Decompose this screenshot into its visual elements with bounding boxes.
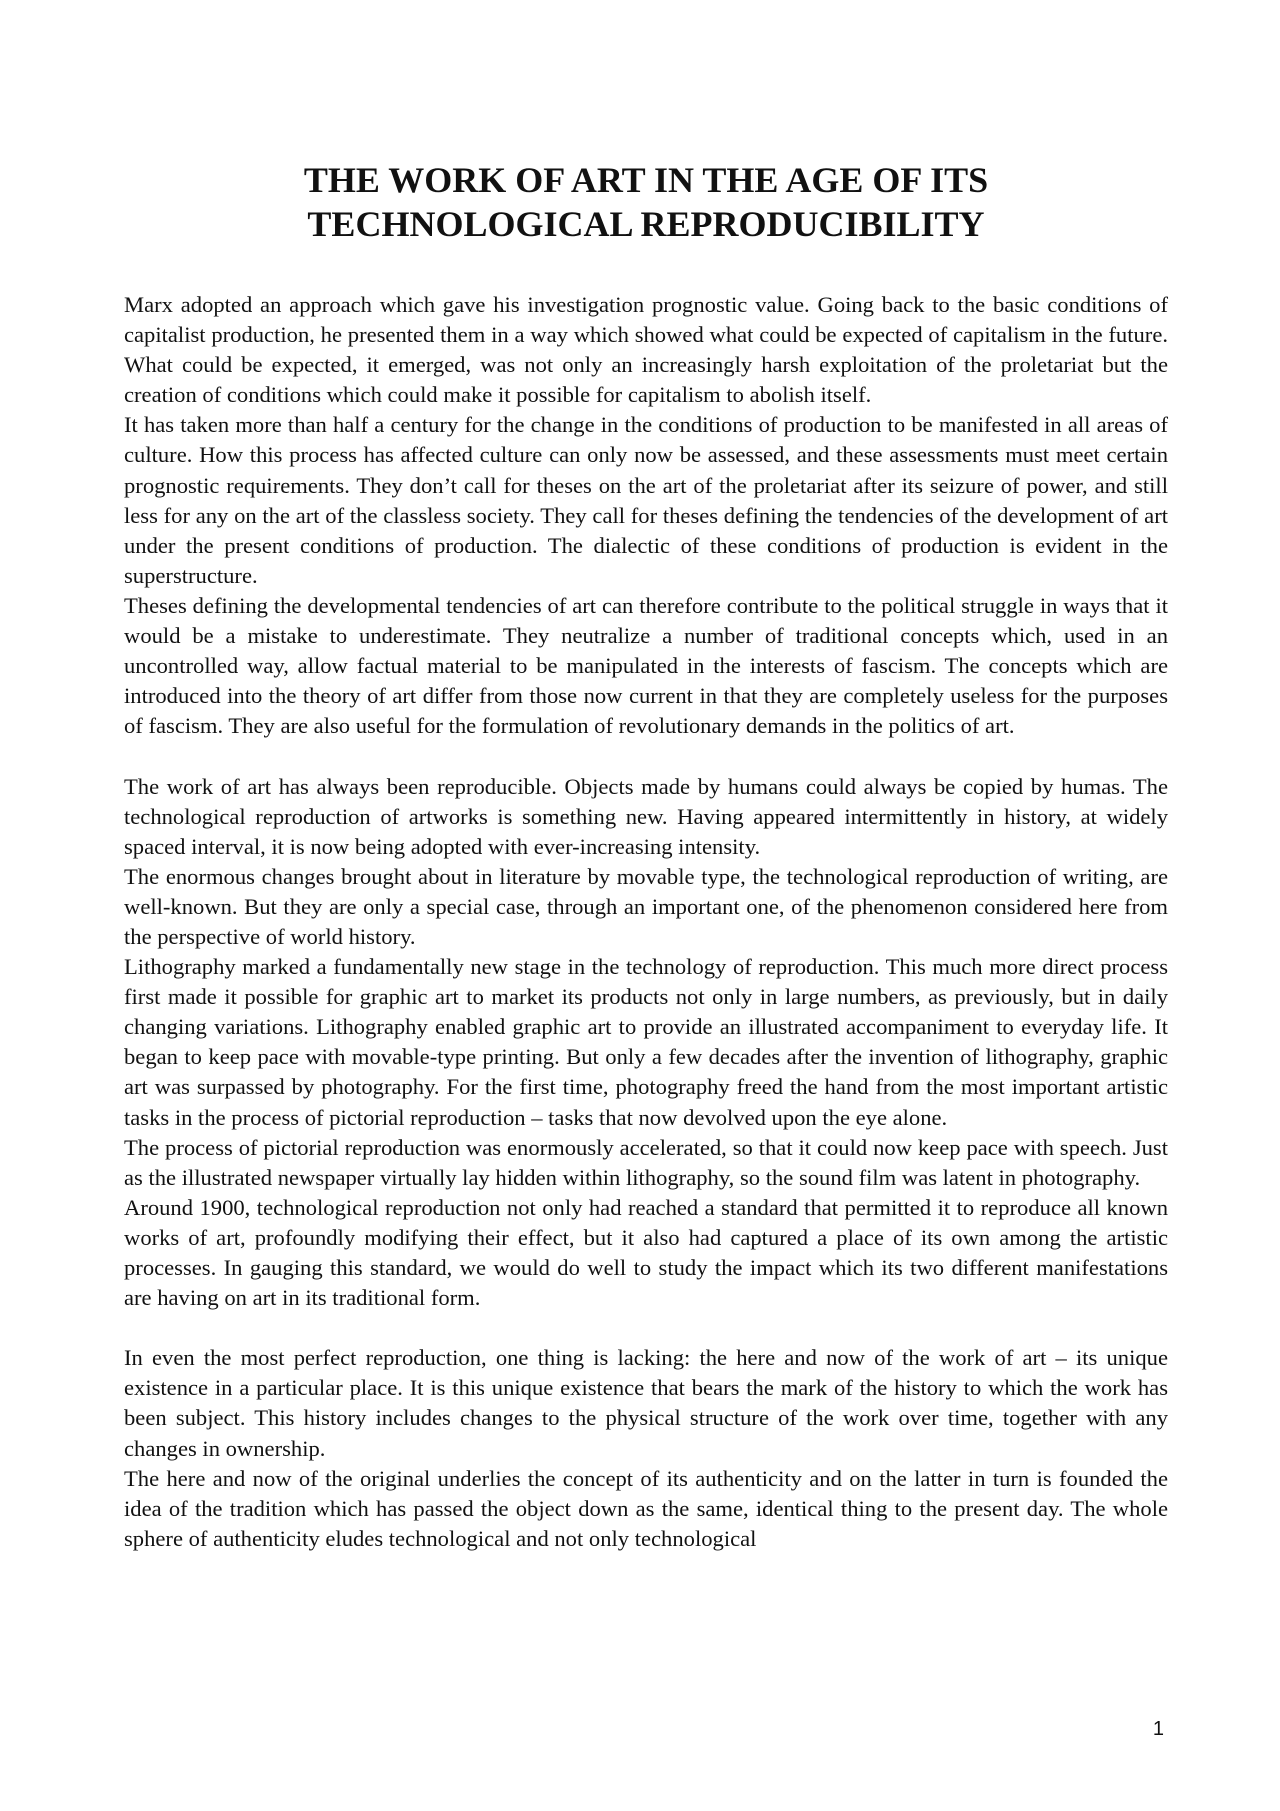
page-title	[124, 158, 1168, 246]
paragraph: The enormous changes brought about in literature by movable type, the technological reproduction of writing, are well-known. But they are only a special case, through an important one, of the phenomenon considered here from the perspective of world history.	[124, 863, 1168, 949]
paragraph: The here and now of the original underlies the concept of its authenticity and on the latter in turn is founded the idea of the tradition which has passed the object down as the same, identical thing to the present day. The whole sphere of authenticity eludes technological and not only technological	[124, 1465, 1168, 1551]
paragraph-gap	[124, 741, 1168, 771]
paragraph: Around 1900, technological reproduction not only had reached a standard that permitted it to reproduce all known works of art, profoundly modifying their effect, but it also had captured a place of its own among the artistic processes. In gauging this standard, we would do well to study the impact which its two different manifestations are having on art in its traditional form.	[124, 1194, 1168, 1311]
body-text	[124, 290, 1168, 1554]
title-line-1: THE WORK OF ART IN THE AGE OF ITS	[303, 160, 989, 200]
paragraph: Lithography marked a fundamentally new stage in the technology of reproduction. This much more direct process first made it possible for graphic art to market its products not only in large numbers, as previously, but in daily changing variations. Lithography enabled graphic art to provide an illustrated accompaniment to everyday life. It began to keep pace with movable-type printing. But only a few decades after the invention of lithography, graphic art was surpassed by photography. For the first time, photography freed the hand from the most important artistic tasks in the process of pictorial reproduction – tasks that now devolved upon the eye alone.	[124, 954, 1168, 1130]
paragraph: In even the most perfect reproduction, one thing is lacking: the here and now of the work of art – its unique existence in a particular place. It is this unique existence that bears the mark of the history to which the work has been subject. This history includes changes to the physical structure of the work over time, together with any changes in ownership.	[124, 1345, 1168, 1461]
paragraph: Marx adopted an approach which gave his investigation prognostic value. Going back to the basic conditions of capitalist production, he presented them in a way which showed what could be expected of capitalism in the future. What could be expected, it emerged, was not only an increasingly harsh exploitation of the proletariat but the creation of conditions which could make it possible for capitalism to abolish itself.	[124, 292, 1168, 408]
paragraph: It has taken more than half a century for the change in the conditions of production to be manifested in all areas of culture. How this process has affected culture can only now be assessed, and these assessments must meet certain prognostic requirements. They don’t call for theses on the art of the proletariat after its seizure of power, and still less for any on the art of the classless society. They call for theses defining the tendencies of the development of art under the present conditions of production. The dialectic of these conditions of production is evident in the superstructure.	[124, 412, 1168, 588]
paragraph-gap	[124, 1313, 1168, 1343]
paragraph: Theses defining the developmental tendencies of art can therefore contribute to the political struggle in ways that it would be a mistake to underestimate. They neutralize a number of traditional concepts which, used in an uncontrolled way, allow factual material to be manipulated in the interests of fascism. The concepts which are introduced into the theory of art differ from those now current in that they are completely useless for the purposes of fascism. They are also useful for the formulation of revolutionary demands in the politics of art.	[124, 592, 1168, 739]
paragraph: The process of pictorial reproduction was enormously accelerated, so that it could now keep pace with speech. Just as the illustrated newspaper virtually lay hidden within lithography, so the sound film was latent in photography.	[124, 1134, 1168, 1190]
paragraph: The work of art has always been reproducible. Objects made by humans could always be copied by humas. The technological reproduction of artworks is something new. Having appeared intermittently in history, at widely spaced interval, it is now being adopted with ever-increasing intensity.	[124, 773, 1168, 859]
title-line-2: TECHNOLOGICAL REPRODUCIBILITY	[307, 204, 985, 244]
page-number: 1	[1152, 1718, 1164, 1740]
